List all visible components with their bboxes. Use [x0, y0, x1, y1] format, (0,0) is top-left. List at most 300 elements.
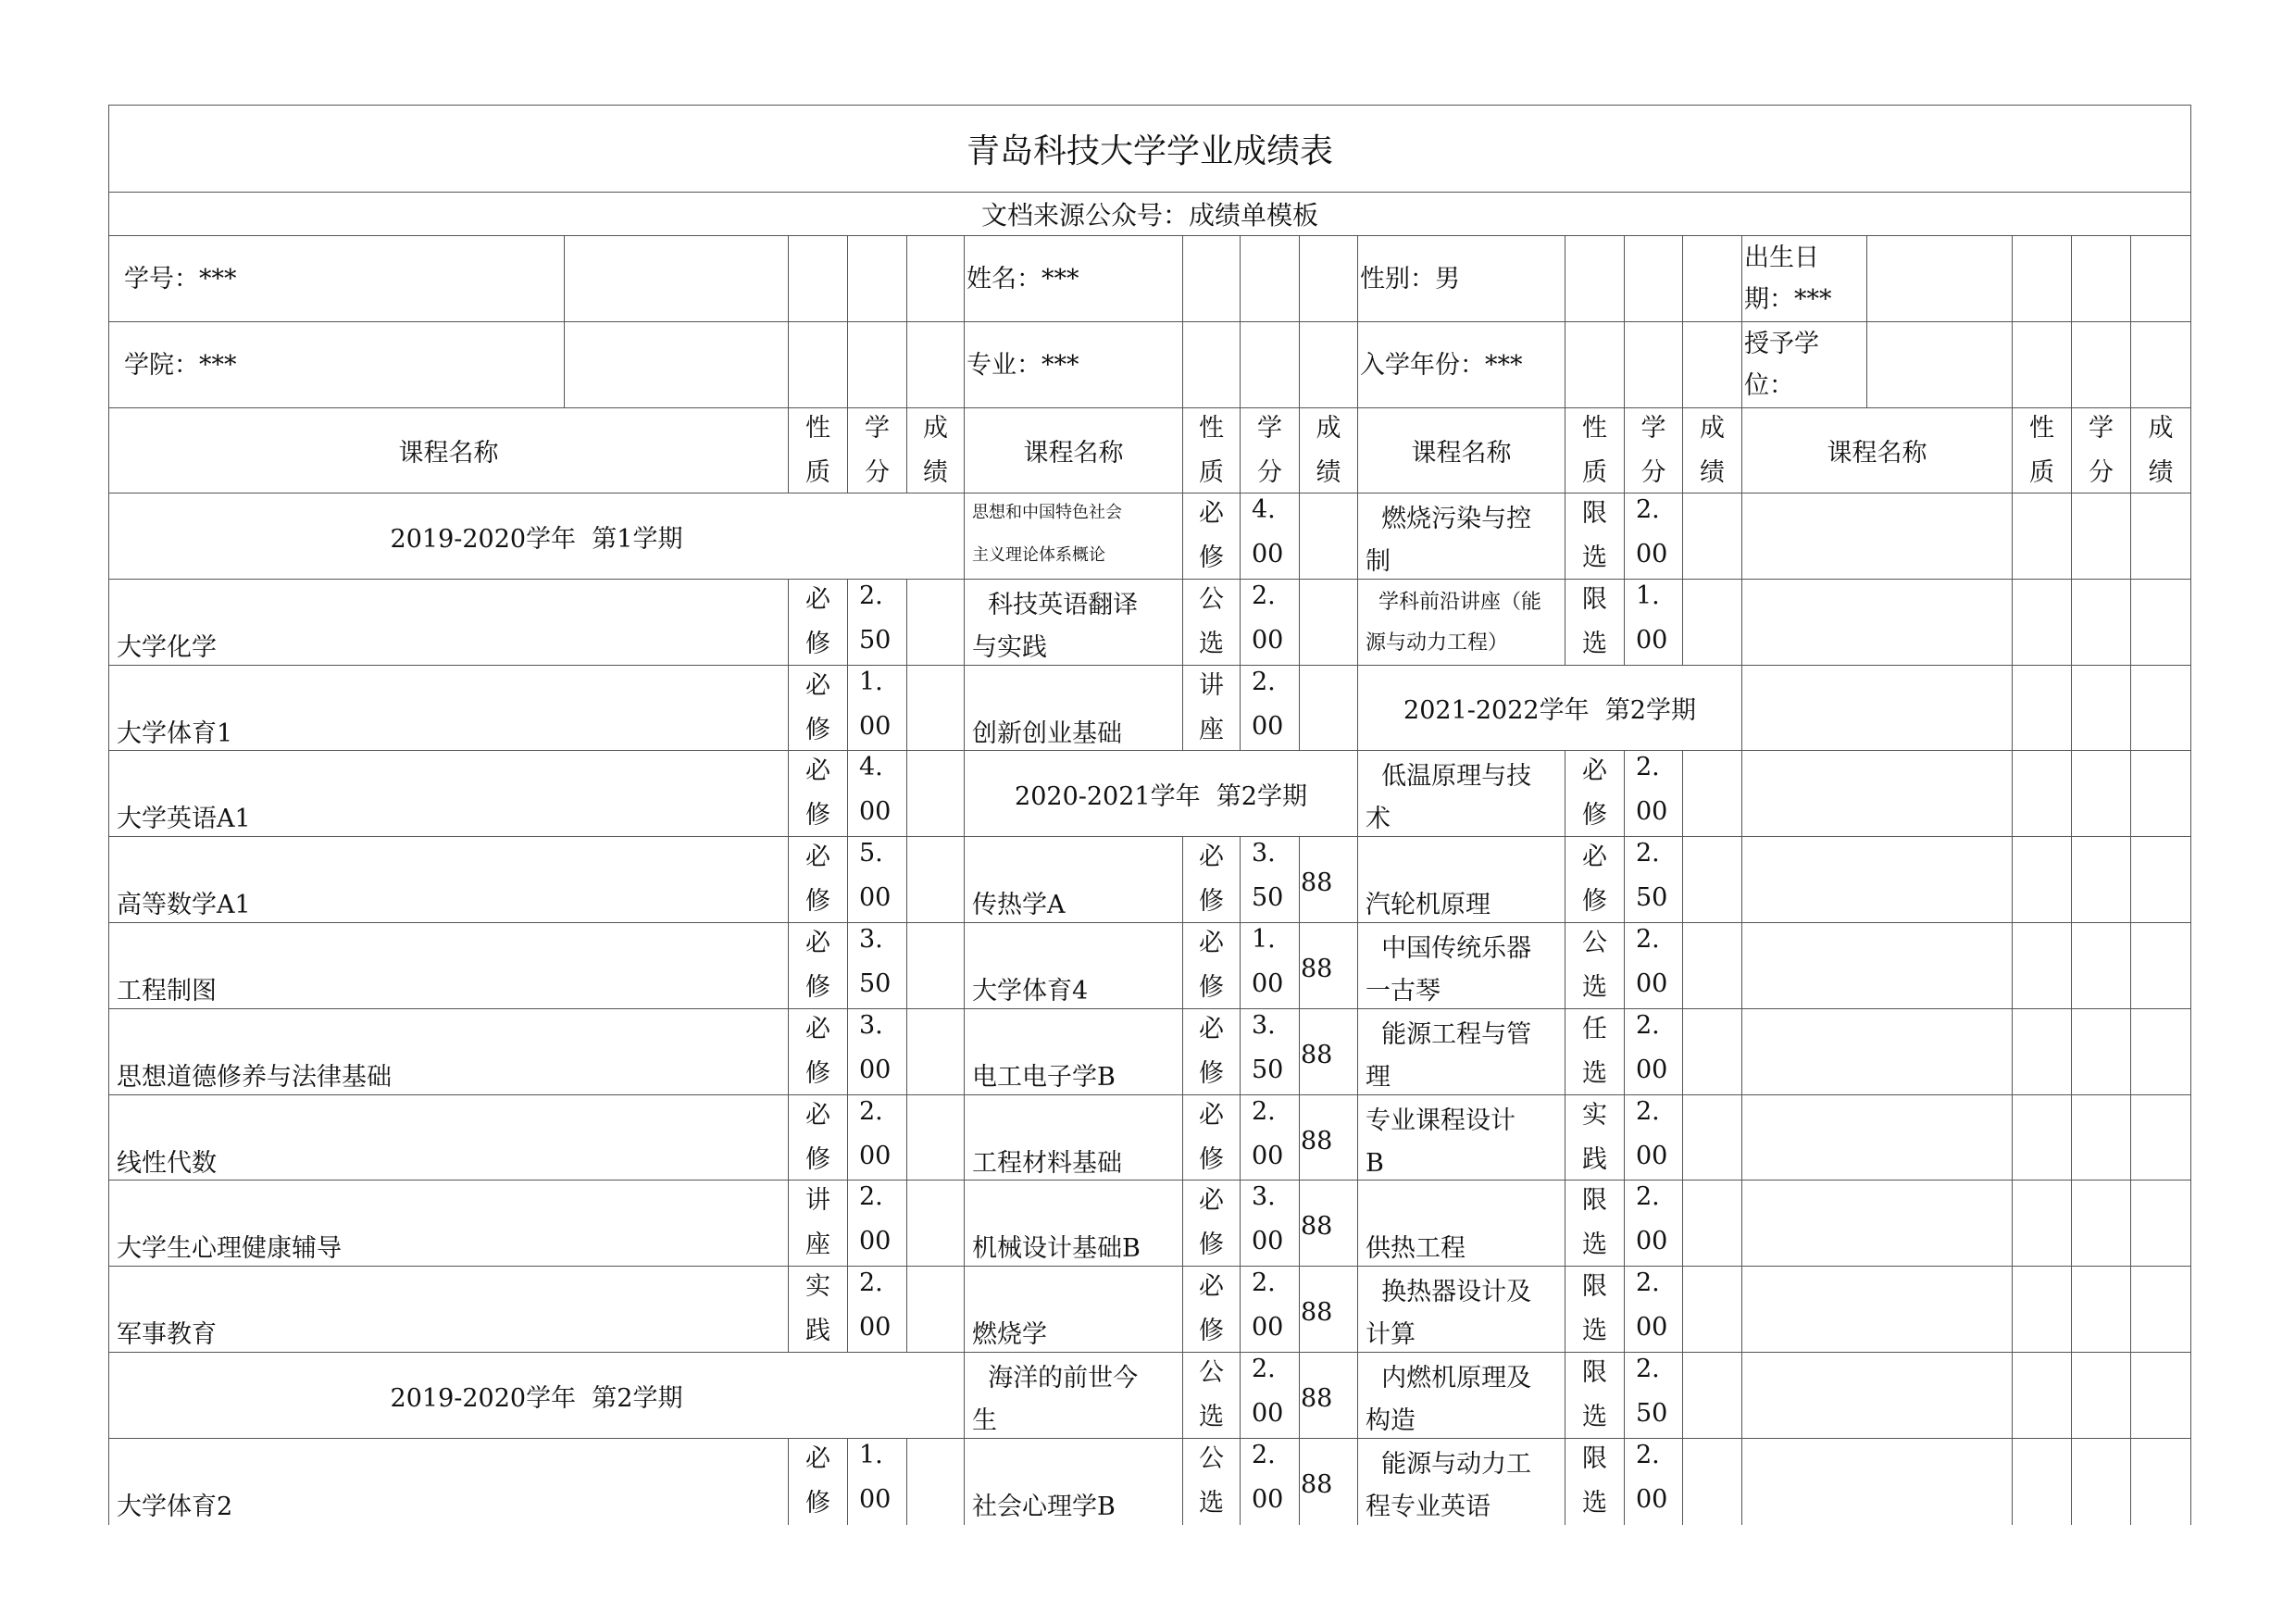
header-credit-label [1625, 408, 1682, 493]
course-name [117, 923, 784, 1008]
course-type-cell [1565, 1008, 1625, 1095]
empty-course-score-cell [2130, 1180, 2191, 1267]
course-type-line2: 座 [805, 1230, 830, 1259]
course-credit [848, 751, 906, 836]
course-name [972, 493, 1179, 579]
course-credit [1241, 1181, 1299, 1266]
semester-header [108, 493, 965, 580]
course-credit-line1: 2. [1252, 668, 1276, 696]
course-credit [1241, 923, 1299, 1008]
info-blank [2130, 235, 2191, 322]
course-type-line1: 实 [805, 1272, 830, 1301]
course-type-line2: 修 [1199, 1145, 1224, 1174]
info-blank [2012, 321, 2072, 408]
course-type-line1: 必 [805, 585, 830, 614]
header-course-name-text: 课程名称 [1411, 439, 1512, 468]
course-credit-line2: 00 [859, 712, 892, 741]
header-credit-label-line1: 学 [2089, 414, 2114, 443]
semester-header-text: 2020-2021学年 第2学期 [1015, 781, 1307, 811]
course-credit-line2: 00 [859, 1485, 892, 1514]
course-name-text: 大学化学 [117, 633, 217, 662]
course-name-line1: 学科前沿讲座（能 [1366, 591, 1541, 614]
course-credit-cell [847, 1438, 907, 1525]
course-type-line2: 选 [1582, 1489, 1607, 1518]
header-type-label-line2: 质 [2029, 458, 2054, 487]
course-score-cell [1299, 1008, 1358, 1095]
course-type [1183, 1095, 1240, 1180]
course-credit [848, 923, 906, 1008]
course-credit-cell [1240, 1180, 1300, 1267]
title-text: 青岛科技大学学业成绩表 [966, 132, 1333, 170]
header-type-label-line2: 质 [805, 458, 830, 487]
course-type [789, 1009, 847, 1094]
course-credit-line1: 2. [1252, 1355, 1276, 1383]
course-credit-line2: 00 [859, 1227, 892, 1255]
course-name-line1: 专业课程设计 [1366, 1106, 1515, 1135]
empty-course-name-cell [1741, 1266, 2013, 1353]
empty-course-name-cell [1741, 1438, 2013, 1525]
empty-course-type-cell [2012, 750, 2072, 837]
header-score-label [1683, 408, 1741, 493]
course-credit-cell [1240, 1094, 1300, 1181]
college: 学院：*** [124, 351, 237, 380]
course-score-cell [1299, 922, 1358, 1009]
course-name-line2: 电工电子学B [972, 1063, 1116, 1092]
course-credit-line2: 00 [1636, 1142, 1668, 1170]
course-score-cell [906, 665, 965, 751]
info-blank [1682, 321, 1742, 408]
course-name [1366, 1009, 1561, 1094]
course-name-cell [108, 922, 789, 1009]
course-name-cell [1357, 1266, 1565, 1353]
course-credit-line2: 00 [1252, 969, 1284, 998]
course-type-cell [1182, 1352, 1241, 1439]
empty-course-name-cell [1741, 665, 2013, 751]
course-type-cell [788, 922, 848, 1009]
course-type [789, 751, 847, 836]
course-type-cell [1565, 836, 1625, 923]
empty-course-name-cell [1741, 750, 2013, 837]
course-name-line2: 制 [1366, 547, 1391, 576]
info-blank [1299, 235, 1358, 322]
course-credit [848, 1439, 906, 1525]
course-score-cell [1299, 579, 1358, 666]
course-type-line1: 公 [1199, 1444, 1224, 1473]
course-name [1366, 923, 1561, 1008]
course-type [1565, 837, 1624, 922]
course-type-cell [1182, 665, 1241, 751]
header-type-label [1565, 408, 1624, 493]
course-credit-line1: 2. [1252, 581, 1276, 610]
course-name [117, 1267, 784, 1352]
course-name-cell [1357, 1438, 1565, 1525]
course-type [1565, 1267, 1624, 1352]
course-credit-line1: 5. [859, 839, 883, 868]
course-score: 88 [1301, 1298, 1333, 1327]
course-name-line2: 理 [1366, 1063, 1391, 1092]
course-name-line2: 计算 [1366, 1320, 1416, 1349]
course-type-cell [1565, 750, 1625, 837]
course-name [1366, 1353, 1561, 1438]
course-credit-line1: 2. [1636, 925, 1660, 954]
course-type-line1: 必 [805, 1444, 830, 1473]
course-type-cell [788, 665, 848, 751]
course-type-line1: 必 [805, 756, 830, 785]
course-name [117, 580, 784, 665]
course-credit-cell [1240, 665, 1300, 751]
course-score-cell [1682, 1180, 1742, 1267]
course-score-cell [1299, 1438, 1358, 1525]
course-name-line2: 燃烧学 [972, 1320, 1047, 1349]
course-score-cell [906, 1008, 965, 1095]
course-credit-line1: 2. [859, 1097, 883, 1126]
empty-course-score-cell [2130, 750, 2191, 837]
header-score-label-line2: 绩 [923, 458, 948, 487]
info-blank [1624, 235, 1683, 322]
header-credit-label-line1: 学 [1257, 414, 1282, 443]
header-credit-label-line1: 学 [865, 414, 890, 443]
empty-course-score-cell [2130, 665, 2191, 751]
course-credit-line1: 3. [859, 925, 883, 954]
course-name-text: 大学体育2 [117, 1493, 233, 1521]
header-type-label-line2: 质 [1582, 458, 1607, 487]
course-name [117, 751, 784, 836]
course-type-line2: 修 [1199, 543, 1224, 572]
course-credit-cell [847, 836, 907, 923]
course-credit-line2: 50 [859, 626, 892, 655]
course-type-line2: 修 [805, 1145, 830, 1174]
empty-course-credit-cell [2071, 1180, 2131, 1267]
course-credit-line2: 00 [1252, 1313, 1284, 1342]
empty-course-credit-cell [2071, 1008, 2131, 1095]
course-name-cell [108, 1008, 789, 1095]
empty-course-score-cell [2130, 836, 2191, 923]
course-credit [1241, 1439, 1299, 1525]
course-type [1565, 1439, 1624, 1525]
course-name-text: 大学英语A1 [117, 805, 251, 833]
course-credit-line2: 00 [1252, 1485, 1284, 1514]
course-name [1366, 1439, 1561, 1525]
course-name-line2: 与实践 [972, 633, 1047, 662]
empty-course-credit-cell [2071, 665, 2131, 751]
course-name-cell [1357, 579, 1565, 666]
course-credit-cell [847, 665, 907, 751]
course-type-cell [1182, 1180, 1241, 1267]
course-name [972, 837, 1179, 922]
course-name-cell [964, 1008, 1183, 1095]
course-name-cell [108, 1094, 789, 1181]
course-type [1565, 580, 1624, 665]
empty-course-name-cell [1741, 922, 2013, 1009]
course-type-cell [1565, 1352, 1625, 1439]
course-credit [1241, 580, 1299, 665]
course-name-cell [1357, 1094, 1565, 1181]
course-score: 88 [1301, 955, 1333, 983]
course-name [972, 1009, 1179, 1094]
course-type [789, 666, 847, 750]
course-credit-line2: 50 [1252, 1056, 1284, 1084]
course-type-cell [788, 1008, 848, 1095]
empty-course-score-cell [2130, 1266, 2191, 1353]
header-credit [847, 407, 907, 493]
course-type-line2: 修 [1199, 1059, 1224, 1088]
course-type-line1: 公 [1199, 1358, 1224, 1387]
header-type [2012, 407, 2072, 493]
course-credit [1241, 1095, 1299, 1180]
major-cell [964, 321, 1183, 408]
course-type-line1: 必 [1199, 499, 1224, 528]
empty-course-type-cell [2012, 922, 2072, 1009]
course-type [1183, 1353, 1240, 1438]
course-credit-line2: 00 [1636, 1056, 1668, 1084]
birth-date-label-2: 期：*** [1744, 285, 1832, 314]
gender: 性别：男 [1360, 265, 1460, 294]
course-name-line1: 低温原理与技 [1366, 762, 1532, 791]
header-score-label-line1: 成 [1700, 414, 1725, 443]
course-name-line2: 工程材料基础 [972, 1149, 1122, 1178]
empty-course-credit-cell [2071, 579, 2131, 666]
empty-course-credit-cell [2071, 1438, 2131, 1525]
course-credit-line2: 50 [1252, 883, 1284, 912]
course-credit [848, 1267, 906, 1352]
course-name-line2: 汽轮机原理 [1366, 891, 1491, 919]
course-name [972, 1267, 1179, 1352]
course-type [1565, 751, 1624, 836]
course-type-line2: 修 [805, 1489, 830, 1518]
course-credit-line1: 4. [859, 753, 883, 781]
course-score-cell [1299, 493, 1358, 580]
course-credit-cell [1240, 1266, 1300, 1353]
course-credit-line1: 2. [859, 1268, 883, 1297]
header-course-name [964, 407, 1183, 493]
semester-header-text: 2021-2022学年 第2学期 [1403, 696, 1696, 725]
header-type-label [789, 408, 847, 493]
empty-course-credit-cell [2071, 836, 2131, 923]
info-blank [2130, 321, 2191, 408]
course-score-cell [1299, 836, 1358, 923]
course-score-cell [1682, 1352, 1742, 1439]
course-type-line1: 限 [1582, 1272, 1607, 1301]
course-credit-line2: 00 [1636, 1485, 1668, 1514]
info-blank [1182, 235, 1241, 322]
empty-course-score-cell [2130, 579, 2191, 666]
course-score-cell [1682, 1438, 1742, 1525]
header-course-name-text: 课程名称 [1827, 439, 1927, 468]
header-score [1682, 407, 1742, 493]
course-name-text: 大学生心理健康辅导 [117, 1234, 342, 1263]
course-score-cell [1682, 1094, 1742, 1181]
degree-label-1: 授予学 [1744, 330, 1819, 358]
course-name-text: 线性代数 [117, 1149, 217, 1178]
course-name [972, 1439, 1179, 1525]
course-name-line2: 构造 [1366, 1406, 1416, 1435]
empty-course-score-cell [2130, 1352, 2191, 1439]
course-name-line1: 思想和中国特色社会 [972, 503, 1122, 522]
course-credit-cell [847, 1094, 907, 1181]
header-credit [1240, 407, 1300, 493]
course-type-line2: 修 [1199, 887, 1224, 916]
course-name-cell [1357, 493, 1565, 580]
course-type-line2: 座 [1199, 716, 1224, 744]
course-name-line2: 创新创业基础 [972, 719, 1122, 748]
course-type-line1: 必 [1582, 756, 1607, 785]
course-credit [1625, 1267, 1682, 1352]
course-credit-line2: 00 [859, 1313, 892, 1342]
course-type-line2: 选 [1582, 1230, 1607, 1259]
course-credit-line2: 00 [1636, 626, 1668, 655]
course-name-text: 工程制图 [117, 977, 217, 1006]
course-score-cell [1682, 750, 1742, 837]
course-type-cell [1182, 1266, 1241, 1353]
course-credit-line2: 00 [1252, 1142, 1284, 1170]
header-credit-label [848, 408, 906, 493]
semester-header-text: 2019-2020学年 第1学期 [390, 524, 683, 554]
info-blank [1565, 235, 1625, 322]
course-score-cell [1682, 1008, 1742, 1095]
course-type-cell [1182, 1094, 1241, 1181]
course-type-cell [1182, 493, 1241, 580]
course-credit-line1: 1. [1636, 581, 1660, 610]
info-blank [906, 321, 965, 408]
empty-course-name-cell [1741, 579, 2013, 666]
header-course-name [1357, 407, 1565, 493]
name-cell [964, 235, 1183, 322]
course-name-cell [964, 1438, 1183, 1525]
info-blank [2012, 235, 2072, 322]
course-name-cell [964, 493, 1183, 580]
enroll-year: 入学年份：*** [1360, 351, 1523, 380]
course-credit-line1: 2. [1636, 1268, 1660, 1297]
course-credit [1625, 923, 1682, 1008]
info-blank [788, 235, 848, 322]
course-type-cell [1182, 579, 1241, 666]
empty-course-score-cell [2130, 1438, 2191, 1525]
course-type-line2: 选 [1582, 1317, 1607, 1345]
course-credit-line2: 00 [1252, 712, 1284, 741]
course-type [1565, 923, 1624, 1008]
info-blank [847, 321, 907, 408]
empty-course-type-cell [2012, 1180, 2072, 1267]
course-type-cell [1182, 922, 1241, 1009]
course-type [1183, 580, 1240, 665]
course-type-line1: 任 [1582, 1015, 1607, 1043]
empty-course-type-cell [2012, 1008, 2072, 1095]
course-type-cell [1565, 1094, 1625, 1181]
course-name [972, 1181, 1179, 1266]
info-blank [847, 235, 907, 322]
header-type-label [2013, 408, 2071, 493]
course-credit [1241, 837, 1299, 922]
course-type-cell [1565, 1266, 1625, 1353]
course-type-cell [1182, 1008, 1241, 1095]
course-score-cell [1682, 922, 1742, 1009]
empty-course-type-cell [2012, 1438, 2072, 1525]
course-type [1565, 1353, 1624, 1438]
course-type [1183, 1181, 1240, 1266]
course-type [1183, 1439, 1240, 1525]
course-score-cell [1299, 1094, 1358, 1181]
course-credit-line1: 2. [1636, 1011, 1660, 1040]
semester-header-text: 2019-2020学年 第2学期 [390, 1383, 683, 1413]
course-name-line2: 传热学A [972, 891, 1066, 919]
course-type-line2: 修 [1582, 801, 1607, 830]
course-type-line2: 选 [1582, 630, 1607, 658]
course-type-line2: 践 [1582, 1145, 1607, 1174]
course-type [1183, 837, 1240, 922]
course-score-cell [1682, 836, 1742, 923]
header-credit-label-line2: 分 [865, 458, 890, 487]
course-name-cell [964, 922, 1183, 1009]
course-type-line1: 限 [1582, 1186, 1607, 1215]
course-credit-cell [1624, 1180, 1683, 1267]
course-type [789, 580, 847, 665]
course-credit [1625, 837, 1682, 922]
course-credit-line2: 00 [1636, 540, 1668, 568]
empty-course-name-cell [1741, 1352, 2013, 1439]
course-name [1366, 1181, 1561, 1266]
student-id: 学号：*** [124, 265, 237, 294]
course-name [1366, 1267, 1561, 1352]
course-credit-line1: 2. [1252, 1441, 1276, 1469]
info-blank [1624, 321, 1683, 408]
course-credit-cell [1624, 922, 1683, 1009]
course-type-line1: 限 [1582, 499, 1607, 528]
course-type-cell [1565, 493, 1625, 580]
header-credit [2071, 407, 2131, 493]
course-type [1183, 1009, 1240, 1094]
course-name [117, 666, 784, 750]
course-type-line1: 限 [1582, 1358, 1607, 1387]
course-type-line1: 必 [1199, 843, 1224, 871]
course-name [1366, 751, 1561, 836]
course-score-cell [906, 1094, 965, 1181]
empty-course-credit-cell [2071, 922, 2131, 1009]
course-credit [848, 1095, 906, 1180]
document-title [108, 105, 2191, 193]
course-name [117, 1009, 784, 1094]
course-credit-cell [1624, 493, 1683, 580]
course-credit-line1: 2. [1636, 753, 1660, 781]
course-name-line2: 大学体育4 [972, 977, 1089, 1006]
degree-label-2: 位： [1744, 371, 1794, 400]
info-blank [2071, 321, 2131, 408]
course-name [117, 837, 784, 922]
college-cell [108, 321, 565, 408]
course-credit-cell [1240, 1438, 1300, 1525]
course-credit-line1: 2. [1636, 839, 1660, 868]
info-blank [788, 321, 848, 408]
empty-course-credit-cell [2071, 1094, 2131, 1181]
empty-course-type-cell [2012, 1094, 2072, 1181]
course-credit-cell [847, 922, 907, 1009]
course-credit-cell [847, 1180, 907, 1267]
course-credit-cell [1624, 1008, 1683, 1095]
course-name-line2: 社会心理学B [972, 1493, 1116, 1521]
degree-value [1866, 321, 2013, 408]
course-credit-line1: 3. [1252, 1011, 1276, 1040]
course-credit-line2: 00 [1252, 1227, 1284, 1255]
course-credit-line1: 2. [859, 1182, 883, 1211]
course-credit [1625, 1353, 1682, 1438]
course-credit-line1: 1. [859, 1441, 883, 1469]
course-name-cell [108, 1180, 789, 1267]
course-type-line1: 必 [805, 671, 830, 700]
course-type [789, 837, 847, 922]
course-name-cell [108, 750, 789, 837]
course-score-cell [906, 579, 965, 666]
empty-course-name-cell [1741, 1180, 2013, 1267]
course-type [1183, 1267, 1240, 1352]
